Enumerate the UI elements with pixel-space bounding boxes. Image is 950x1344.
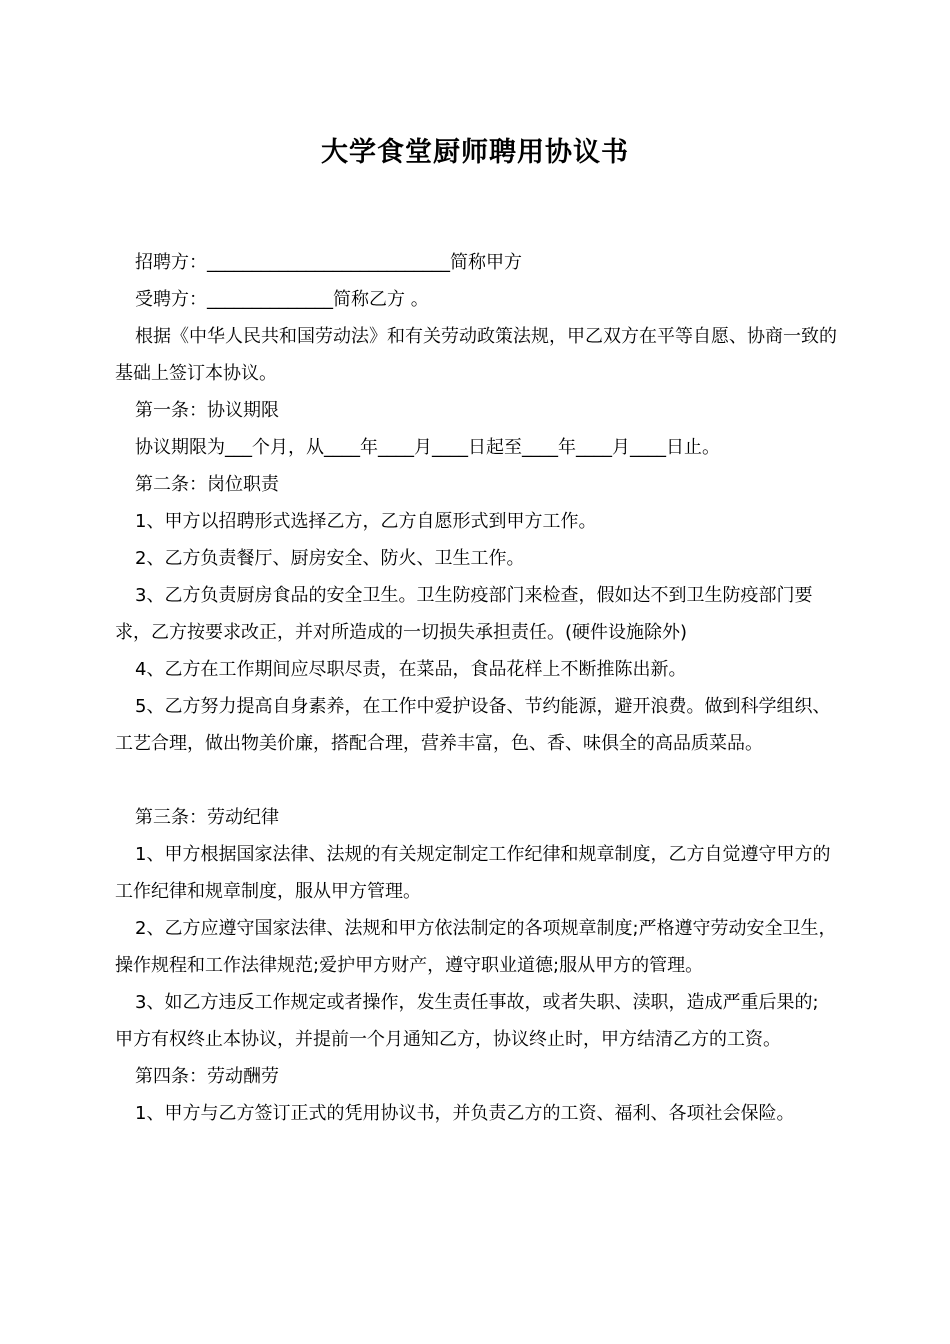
- document-body: [115, 244, 840, 1132]
- article-4-heading: 第四条：劳动酬劳: [135, 1066, 279, 1087]
- employee-line: 受聘方：______________简称乙方 。: [135, 289, 429, 310]
- article-2-item-1: 1、甲方以招聘形式选择乙方，乙方自愿形式到甲方工作。: [135, 511, 597, 532]
- article-1-heading: 第一条：协议期限: [135, 400, 279, 421]
- article-2-item-3: 3、乙方负责厨房食品的安全卫生。卫生防疫部门来检查，假如达不到卫生防疫部门要求，乙方按要求改正，并对所造成的一切损失承担责任。(硬件设施除外): [115, 585, 813, 643]
- document-title: 大学食堂厨师聘用协议书: [321, 137, 629, 168]
- article-2-item-2: 2、乙方负责餐厅、厨房安全、防火、卫生工作。: [135, 548, 525, 569]
- article-3-heading: 第三条：劳动纪律: [135, 807, 279, 828]
- article-3-item-3: 3、如乙方违反工作规定或者操作，发生责任事故，或者失职、渎职，造成严重后果的; 甲方有权终止本协议，并提前一个月通知乙方，协议终止时，甲方结清乙方的工资。: [115, 992, 825, 1050]
- article-3-item-2: 2、乙方应遵守国家法律、法规和甲方依法制定的各项规章制度;严格遵守劳动安全卫生，操作规程和工作法律规范;爱护甲方财产，遵守职业道德;服从甲方的管理。: [115, 918, 837, 976]
- article-4-item-1: 1、甲方与乙方签订正式的凭用协议书，并负责乙方的工资、福利、各项社会保险。: [135, 1103, 795, 1124]
- preamble-paragraph: 根据《中华人民共和国劳动法》和有关劳动政策法规，甲乙双方在平等自愿、协商一致的基础上签订本协议。: [115, 326, 837, 384]
- employer-line: 招聘方：___________________________简称甲方: [135, 252, 522, 273]
- article-3-item-1: 1、甲方根据国家法律、法规的有关规定制定工作纪律和规章制度，乙方自觉遵守甲方的工作纪律和规章制度，服从甲方管理。: [115, 844, 831, 902]
- article-2-item-4: 4、乙方在工作期间应尽职尽责，在菜品，食品花样上不断推陈出新。: [135, 659, 687, 680]
- article-1-term: 协议期限为___个月，从____年____月____日起至____年____月____日止。: [135, 437, 720, 458]
- article-2-item-5: 5、乙方努力提高自身素养，在工作中爱护设备、节约能源，避开浪费。做到科学组织、工艺合理，做出物美价廉，搭配合理，营养丰富，色、香、味俱全的高品质菜品。: [115, 696, 831, 754]
- article-2-heading: 第二条：岗位职责: [135, 474, 279, 495]
